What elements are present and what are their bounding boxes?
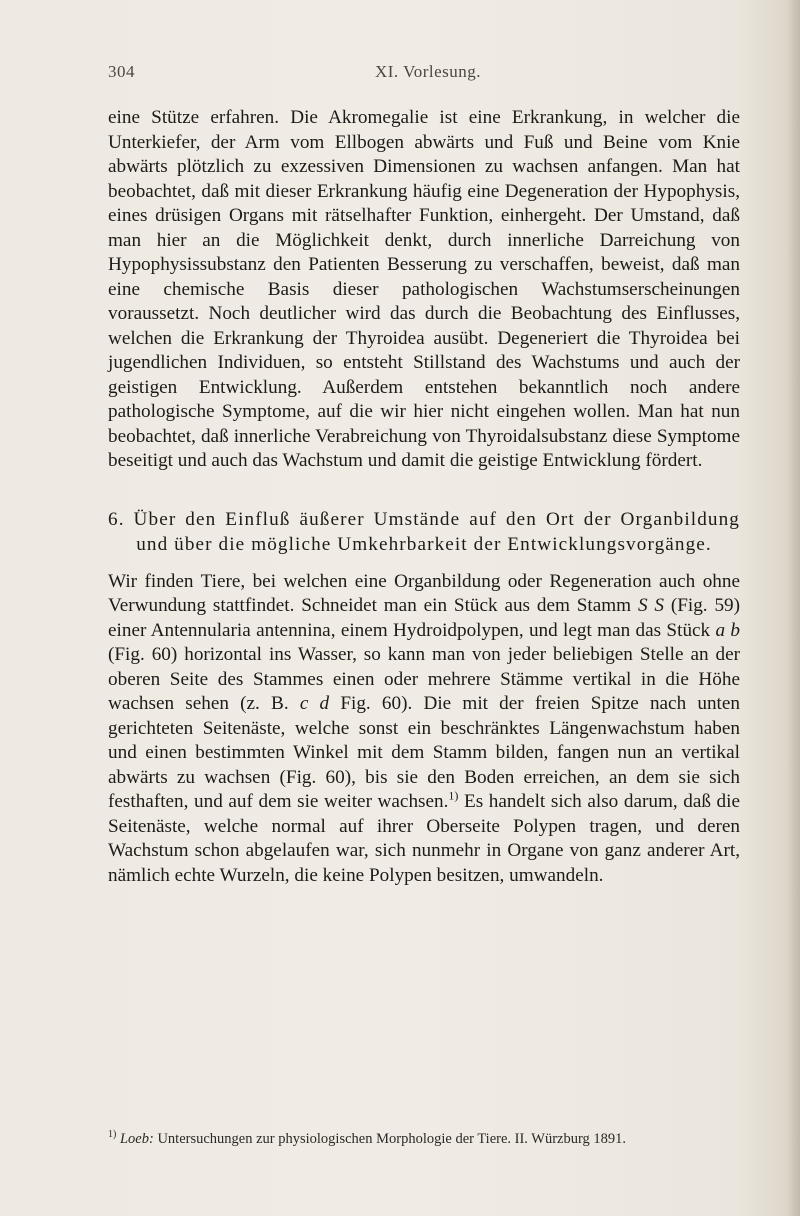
footnote-author: Loeb: xyxy=(119,1131,154,1147)
paragraph-2-text-d: Fig. 60). Die mit der freien Spitze nach unten gerichteten Seitenäste, welche sonst ein beschränktes Längenwachstum haben und einen bestimmten Winkel mit dem Stamm bilden, fangen nun an vertikal abwärts zu wachsen (Fig. 60), bis sie den Boden erreichen, an dem sie sich festhaften, und auf dem sie weiter wachsen. xyxy=(108,693,740,812)
footnote-marker: 1) xyxy=(108,1129,117,1141)
paragraph-2 xyxy=(108,570,740,889)
label-cd: c d xyxy=(299,693,330,714)
section-heading: 6. Über den Einfluß äußerer Umstände auf den Ort der Organbildung und über die mögliche Umkehrbarkeit der Entwicklungsvorgänge. xyxy=(108,508,740,555)
paragraph-2-text-e: Es handelt sich also darum, daß die Seitenäste, welche normal auf ihrer Oberseite Polypen tragen, und deren Wachstum schon abgelaufen war, sich nunmehr in Organe von ganz anderer Art, nämlich echte Wurzeln, die keine Polypen besitzen, umwandeln. xyxy=(108,791,740,886)
paragraph-2-text-b: (Fig. 59) einer Antennularia antennina, einem Hydroidpolypen, und legt man das Stück xyxy=(108,595,741,641)
page-body xyxy=(108,106,740,888)
footnote-text: Untersuchungen zur physiologischen Morphologie der Tiere. II. Würzburg 1891. xyxy=(153,1131,627,1147)
paragraph-2-text-a: Wir finden Tiere, bei welchen eine Organbildung oder Regeneration auch ohne Verwundung stattfindet. Schneidet man ein Stück aus dem Stamm xyxy=(108,570,740,616)
footnote xyxy=(108,1130,744,1149)
footnote-reference[interactable]: 1) xyxy=(448,788,459,803)
label-ab: a b xyxy=(715,619,741,641)
paragraph-1: eine Stütze erfahren. Die Akromegalie ist eine Erkrankung, in welcher die Unterkiefer, der Arm vom Ellbogen abwärts und Fuß und Beine vom Knie abwärts plötzlich zu exzessiven Dimensionen zu wachsen anfangen. Man hat beobachtet, daß mit dieser Erkrankung häufig eine Degeneration der Hypophysis, eines drüsigen Organs mit rätselhafter Funktion, einhergeht. Der Umstand, daß man hier an die Möglichkeit denkt, durch innerliche Darreichung von Hypophysissubstanz den Patienten Besserung zu verschaffen, beweist, daß man eine chemische Basis dieser pathologischen Wachstumserscheinungen voraussetzt. Noch deutlicher wird das durch die Beobachtung des Einflusses, welchen die Erkrankung der Thyroidea ausübt. Degeneriert die Thyroidea bei jugendlichen Individuen, so entsteht Stillstand des Wachstums und auch der geistigen Entwicklung. Außerdem entstehen bekanntlich noch andere pathologische Symptome, auf die wir hier nicht eingehen wollen. Man hat nun beobachtet, daß innerliche Verabreichung von Thyroidalsubstanz diese Symptome beseitigt und auch das Wachstum und damit die geistige Entwicklung fördert. xyxy=(108,107,740,471)
running-title: XI. Vorlesung. xyxy=(374,62,481,81)
paragraph-2-text-c: (Fig. 60) horizontal ins Wasser, so kann man von jeder beliebigen Stelle an der oberen Seite des Stammes einen oder mehrere Stämme vertikal in die Höhe wachsen sehen (z. B. xyxy=(108,644,740,714)
page-edge-shadow xyxy=(786,0,800,1216)
running-header xyxy=(108,62,748,86)
page-number: 304 xyxy=(108,62,135,81)
label-ss: S S xyxy=(637,595,664,616)
